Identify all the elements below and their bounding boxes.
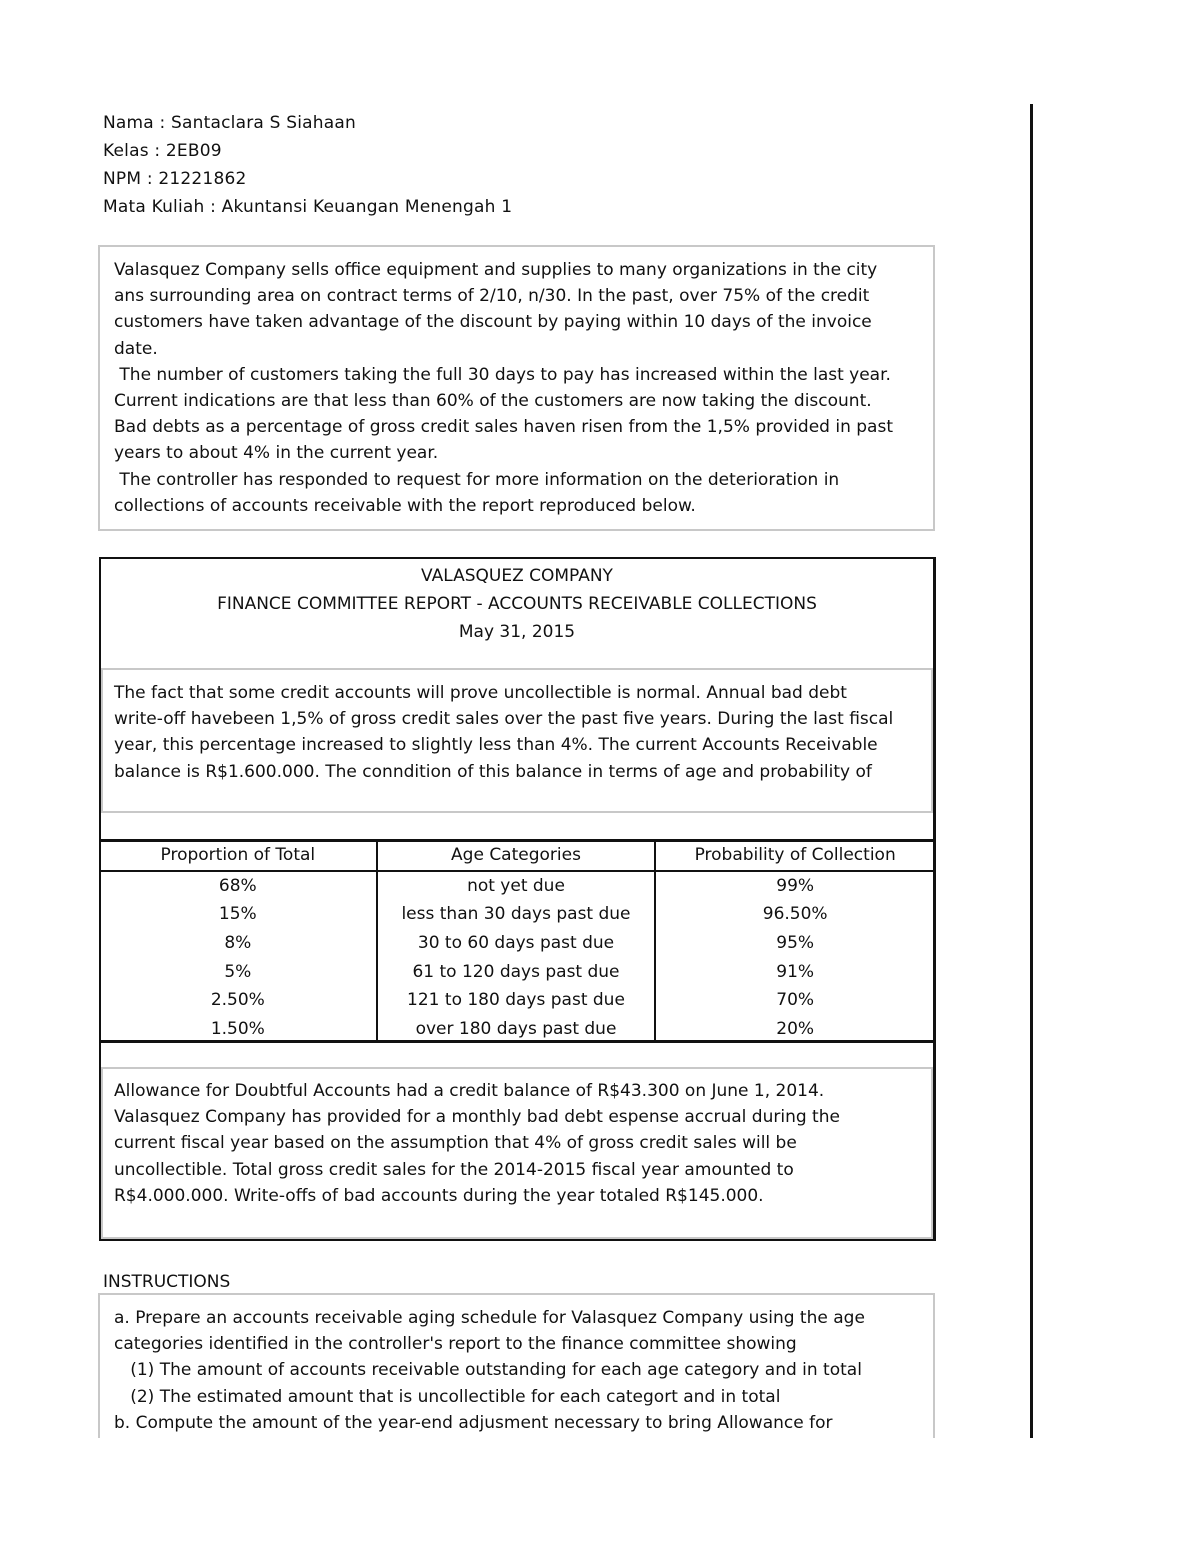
cell-probability: 99%: [776, 875, 815, 896]
cell-age: less than 30 days past due: [377, 900, 656, 929]
report-summary-box: [101, 668, 933, 813]
cell-probability: 20%: [776, 1018, 815, 1039]
intro-line: Valasquez Company sells office equipment and supplies to many organizations in the city: [114, 260, 878, 280]
allowance-line: Allowance for Doubtful Accounts had a credit balance of R$43.300 on June 1, 2014.: [114, 1081, 825, 1101]
report-company: VALASQUEZ COMPANY: [421, 566, 613, 586]
cell-age: 61 to 120 days past due: [377, 957, 656, 986]
col-header-proportion: Proportion of Total: [100, 841, 377, 871]
summary-line: The fact that some credit accounts will prove uncollectible is normal. Annual bad debt: [114, 683, 847, 703]
cell-proportion: 68%: [100, 871, 377, 901]
table-row: [100, 871, 934, 901]
table-header-row: [100, 841, 934, 871]
col-header-age: Age Categories: [377, 841, 656, 871]
student-name: Nama : Santaclara S Siahaan: [103, 113, 356, 133]
instruction-line: categories identified in the controller's report to the finance committee showing: [114, 1334, 797, 1355]
instruction-line: a. Prepare an accounts receivable aging schedule for Valasquez Company using the age: [114, 1308, 865, 1328]
intro-line: date.: [114, 338, 158, 359]
allowance-text: [114, 1078, 840, 1209]
table-row: [100, 957, 934, 986]
instructions-text: [114, 1305, 865, 1436]
cell-age: not yet due: [377, 871, 656, 901]
report-date: May 31, 2015: [458, 622, 576, 642]
student-class: Kelas : 2EB09: [103, 141, 222, 161]
cell-probability: 96.50%: [762, 904, 828, 925]
cell-proportion: 1.50%: [100, 1015, 377, 1044]
intro-line: collections of accounts receivable with the report reproduced below.: [114, 495, 696, 516]
table-row: [100, 986, 934, 1015]
table-row: [100, 929, 934, 958]
cell-proportion: 8%: [100, 929, 377, 958]
course-name: Mata Kuliah : Akuntansi Keuangan Menengah 1: [103, 197, 513, 217]
summary-line: balance is R$1.600.000. The conndition of this balance in terms of age and probability of: [114, 761, 872, 782]
allowance-line: Valasquez Company has provided for a monthly bad debt espense accrual during the: [114, 1107, 840, 1128]
allowance-line: R$4.000.000. Write-offs of bad accounts during the year totaled R$145.000.: [114, 1185, 764, 1206]
cell-age: over 180 days past due: [377, 1015, 656, 1044]
intro-line: ans surrounding area on contract terms of 2/10, n/30. In the past, over 75% of the credit: [114, 286, 870, 307]
summary-line: write-off havebeen 1,5% of gross credit sales over the past five years. During the last fiscal: [114, 709, 894, 730]
instruction-line: (2) The estimated amount that is uncollectible for each categort and in total: [114, 1386, 781, 1407]
aging-table: [100, 841, 934, 1043]
instructions-heading: INSTRUCTIONS: [103, 1272, 231, 1292]
instructions-box: [98, 1293, 935, 1438]
instruction-line: b. Compute the amount of the year-end adjusment necessary to bring Allowance for: [114, 1412, 833, 1433]
cell-age: 30 to 60 days past due: [377, 929, 656, 958]
cell-proportion: 15%: [100, 900, 377, 929]
intro-line: years to about 4% in the current year.: [114, 443, 439, 464]
allowance-line: uncollectible. Total gross credit sales for the 2014-2015 fiscal year amounted to: [114, 1159, 794, 1180]
cell-probability: 95%: [776, 933, 815, 954]
intro-line: Bad debts as a percentage of gross credit sales haven risen from the 1,5% provided in past: [114, 417, 893, 438]
intro-line: Current indications are that less than 60% of the customers are now taking the discount.: [114, 391, 872, 412]
cell-proportion: 5%: [100, 957, 377, 986]
intro-line: customers have taken advantage of the discount by paying within 10 days of the invoice: [114, 312, 872, 333]
cell-age: 121 to 180 days past due: [377, 986, 656, 1015]
report-allowance-box: [101, 1067, 933, 1239]
col-header-probability: Probability of Collection: [655, 841, 934, 871]
intro-line: The controller has responded to request for more information on the deterioration in: [114, 469, 840, 490]
student-npm: NPM : 21221862: [103, 169, 247, 189]
intro-line: The number of customers taking the full 30 days to pay has increased within the last year.: [114, 364, 891, 385]
cell-probability: 70%: [776, 990, 815, 1011]
cell-proportion: 2.50%: [100, 986, 377, 1015]
report-title: FINANCE COMMITTEE REPORT - ACCOUNTS RECEIVABLE COLLECTIONS: [217, 594, 817, 614]
instruction-line: (1) The amount of accounts receivable outstanding for each age category and in total: [114, 1360, 862, 1381]
report-summary-text: [114, 680, 893, 785]
table-row: [100, 900, 934, 929]
summary-line: year, this percentage increased to slightly less than 4%. The current Accounts Receivable: [114, 735, 878, 756]
table-row: [100, 1015, 934, 1044]
page-margin-bar: [1030, 104, 1033, 1438]
intro-box: [98, 245, 935, 531]
allowance-line: current fiscal year based on the assumption that 4% of gross credit sales will be: [114, 1133, 797, 1154]
intro-text: [114, 257, 893, 519]
cell-probability: 91%: [776, 961, 815, 982]
